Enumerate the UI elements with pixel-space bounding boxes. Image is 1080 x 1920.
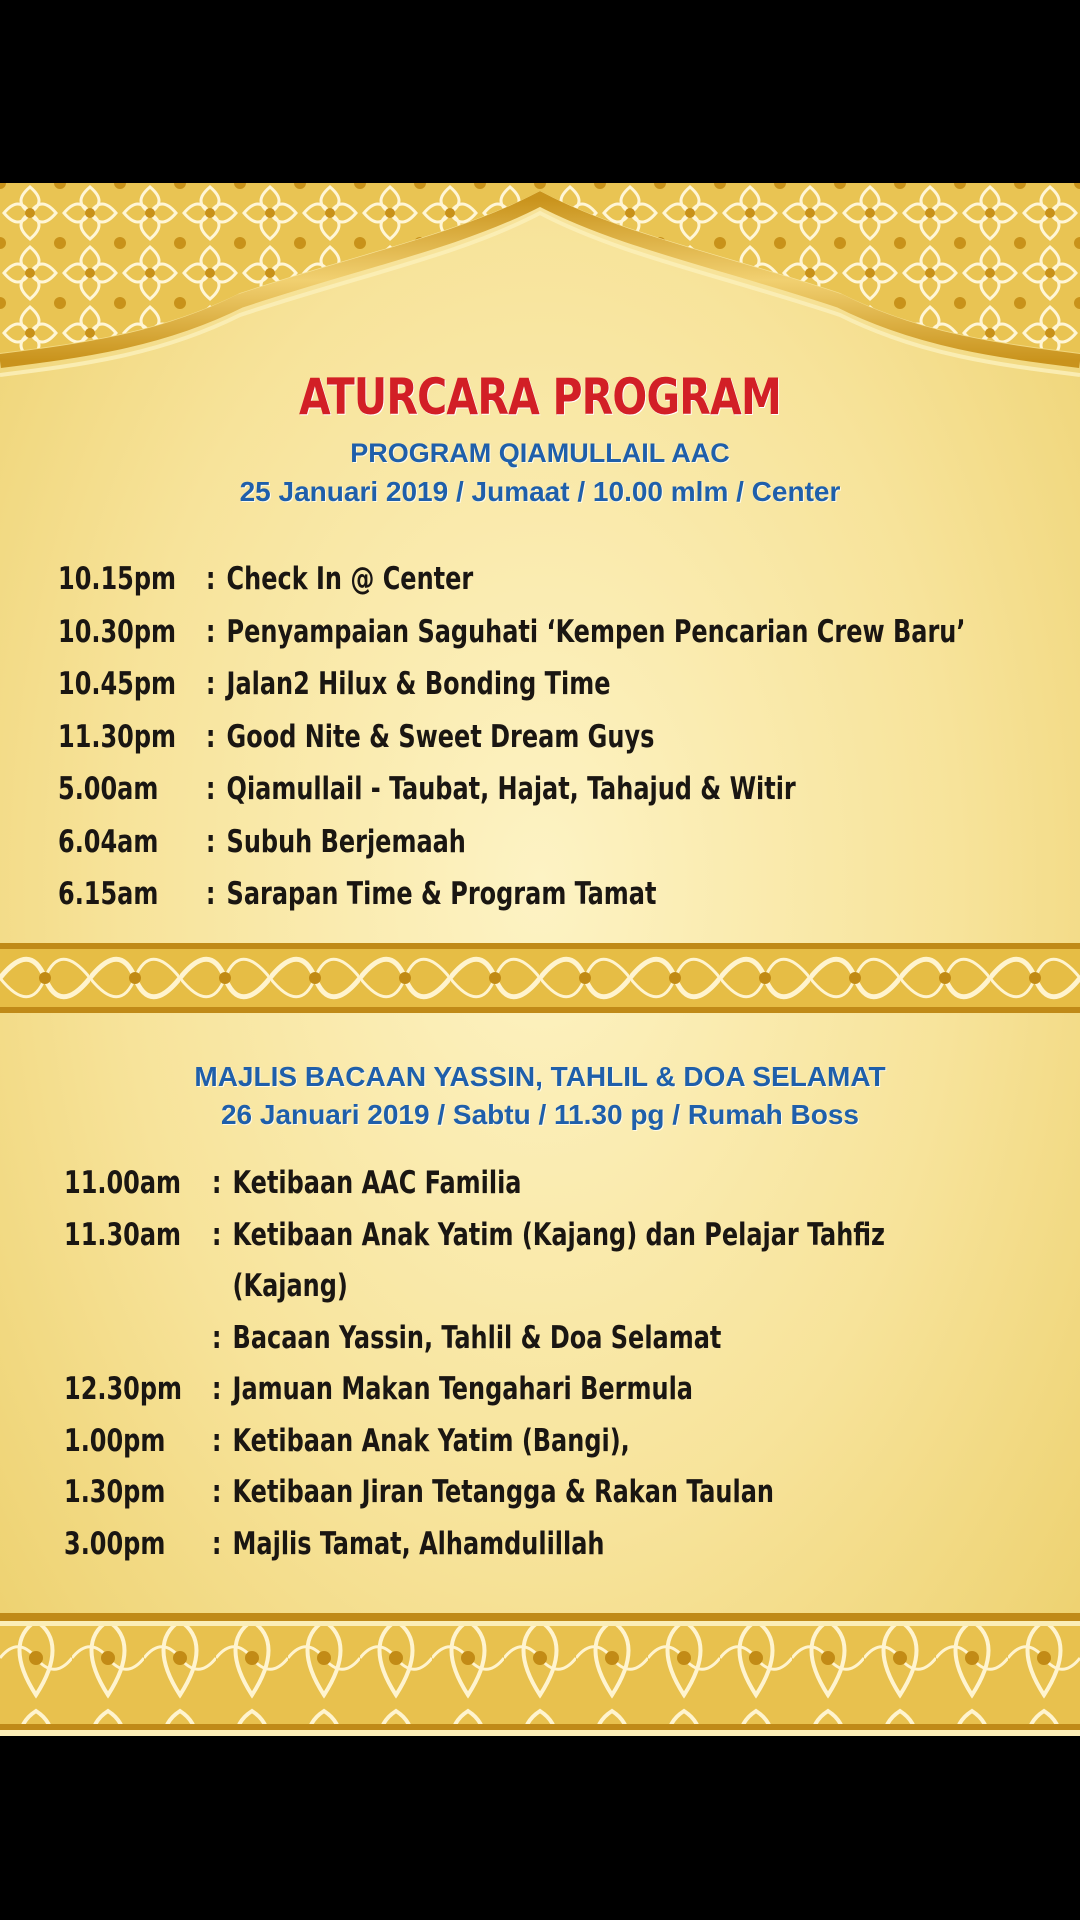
schedule-row [64, 1320, 924, 1372]
schedule-time: 6.15am [58, 876, 159, 912]
schedule-row [58, 824, 918, 877]
schedule-separator: : [205, 771, 216, 807]
schedule-separator: : [205, 613, 216, 650]
schedule-activity: Jalan2 Hilux & Bonding Time [226, 666, 611, 702]
poster-title: ATURCARA PROGRAM [299, 368, 781, 426]
schedule-row [58, 876, 918, 929]
schedule-activity: Ketibaan Jiran Tetangga & Rakan Taulan [232, 1474, 774, 1510]
schedule-separator: : [205, 666, 216, 702]
schedule-time: 11.00am [64, 1165, 182, 1201]
schedule-activity: Ketibaan Anak Yatim (Bangi), [232, 1422, 630, 1459]
schedule-separator: : [211, 1422, 222, 1459]
schedule-majlis [64, 1165, 924, 1577]
schedule-row [58, 561, 918, 614]
schedule-separator: : [211, 1474, 222, 1510]
schedule-separator: : [205, 561, 216, 597]
schedule-time: 11.30pm [58, 718, 177, 755]
schedule-qiamullail [58, 561, 966, 929]
schedule-row [58, 666, 918, 719]
schedule-row [64, 1371, 924, 1423]
schedule-time: 3.00pm [64, 1525, 166, 1562]
schedule-activity: Bacaan Yassin, Tahlil & Doa Selamat [232, 1319, 722, 1356]
middle-ornament-divider [0, 943, 1080, 1013]
schedule-row [58, 771, 918, 824]
schedule-row [64, 1526, 924, 1578]
program-name: PROGRAM QIAMULLAIL AAC [350, 438, 730, 468]
schedule-row [64, 1217, 924, 1269]
schedule-activity: Qiamullail - Taubat, Hajat, Tahajud & Witir [226, 771, 796, 807]
schedule-separator: : [205, 718, 216, 755]
section-2-details: 26 Januari 2019 / Sabtu / 11.30 pg / Rumah Boss [220, 1099, 860, 1130]
schedule-row [64, 1165, 924, 1217]
program-poster [0, 183, 1080, 1736]
schedule-time: 10.45pm [58, 666, 177, 702]
schedule-separator: : [211, 1319, 222, 1356]
schedule-row [58, 613, 966, 667]
schedule-activity: Check In @ Center [226, 561, 474, 597]
schedule-separator: : [211, 1216, 222, 1253]
schedule-activity: Ketibaan AAC Familia [232, 1165, 522, 1201]
schedule-activity-continuation: (Kajang) [232, 1268, 348, 1304]
schedule-row [64, 1474, 924, 1526]
schedule-separator: : [205, 876, 216, 912]
schedule-time: 10.30pm [58, 613, 177, 650]
schedule-time: 5.00am [58, 771, 159, 807]
schedule-row [64, 1423, 924, 1475]
schedule-time: 1.00pm [64, 1422, 166, 1459]
schedule-time: 6.04am [58, 823, 159, 860]
schedule-separator: : [211, 1165, 222, 1201]
schedule-activity: Majlis Tamat, Alhamdulillah [232, 1525, 605, 1562]
schedule-activity: Ketibaan Anak Yatim (Kajang) dan Pelajar Tahfiz [232, 1216, 886, 1253]
schedule-separator: : [211, 1371, 222, 1407]
section-2-name: MAJLIS BACAAN YASSIN, TAHLIL & DOA SELAMAT [194, 1061, 886, 1092]
schedule-activity: Good Nite & Sweet Dream Guys [226, 718, 655, 755]
schedule-separator: : [205, 823, 216, 860]
schedule-activity: Subuh Berjemaah [226, 823, 466, 860]
program-details: 25 Januari 2019 / Jumaat / 10.00 mlm / Center [239, 476, 841, 507]
schedule-activity: Sarapan Time & Program Tamat [226, 876, 657, 912]
schedule-activity: Penyampaian Saguhati ‘Kempen Pencarian Crew Baru’ [226, 613, 966, 650]
schedule-time: 10.15pm [58, 561, 177, 597]
schedule-time: 12.30pm [64, 1371, 183, 1407]
schedule-time: 1.30pm [64, 1474, 166, 1510]
schedule-time: 11.30am [64, 1216, 182, 1253]
schedule-row-continuation [64, 1268, 924, 1320]
schedule-separator: : [211, 1525, 222, 1562]
schedule-row [58, 719, 918, 772]
bottom-ornament-band [0, 1613, 1080, 1736]
schedule-activity: Jamuan Makan Tengahari Bermula [232, 1371, 693, 1407]
